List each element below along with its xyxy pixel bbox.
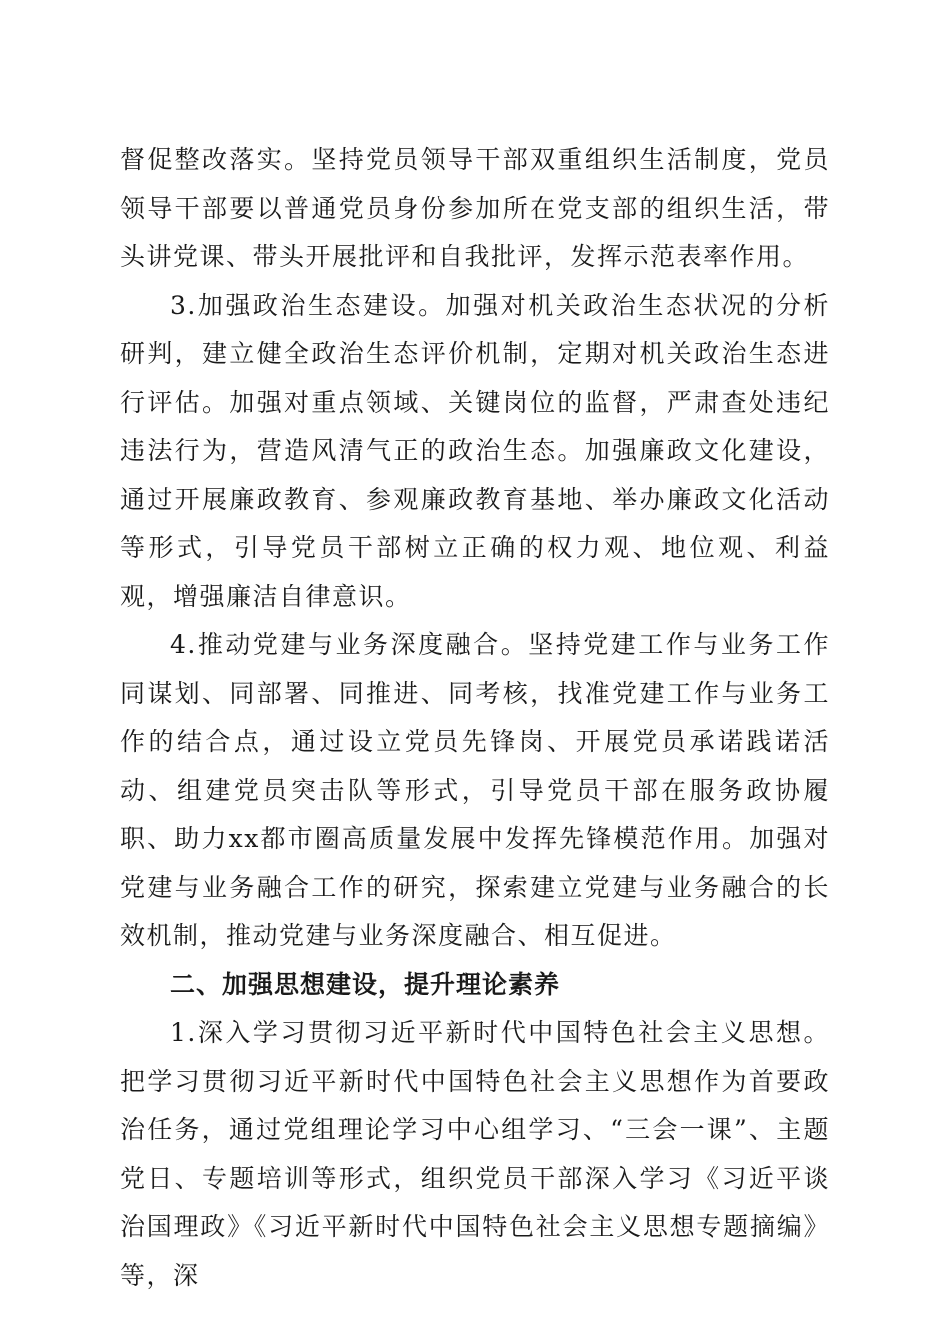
paragraph-item-1: 1.深入学习贯彻习近平新时代中国特色社会主义思想。把学习贯彻习近平新时代中国特色社会主义思想作为首要政治任务，通过党组理论学习中心组学习、“三会一课”、主题党日、专题培训等形式，组织党员干部深入学习《习近平谈治国理政》《习近平新时代中国特色社会主义思想专题摘编》等，深 [120,1018,830,1290]
paragraph-item-3: 3.加强政治生态建设。加强对机关政治生态状况的分析研判，建立健全政治生态评价机制，定期对机关政治生态进行评估。加强对重点领域、关键岗位的监督，严肃查处违纪违法行为，营造风清气正的政治生态。加强廉政文化建设，通过开展廉政教育、参观廉政教育基地、举办廉政文化活动等形式，引导党员干部树立正确的权力观、地位观、利益观，增强廉洁自律意识。 [120,290,830,611]
paragraph-continuation: 督促整改落实。坚持党员领导干部双重组织生活制度，党员领导干部要以普通党员身份参加所在党支部的组织生活，带头讲党课、带头开展批评和自我批评，发挥示范表率作用。 [120,145,830,271]
document-body [120,136,830,1300]
paragraph-item-4: 4.推动党建与业务深度融合。坚持党建工作与业务工作同谋划、同部署、同推进、同考核，找准党建工作与业务工作的结合点，通过设立党员先锋岗、开展党员承诺践诺活动、组建党员突击队等形式，引导党员干部在服务政协履职、助力xx都市圈高质量发展中发挥先锋模范作用。加强对党建与业务融合工作的研究，探索建立党建与业务融合的长效机制，推动党建与业务深度融合、相互促进。 [120,630,830,950]
section-heading: 二、加强思想建设，提升理论素养 [170,969,561,999]
